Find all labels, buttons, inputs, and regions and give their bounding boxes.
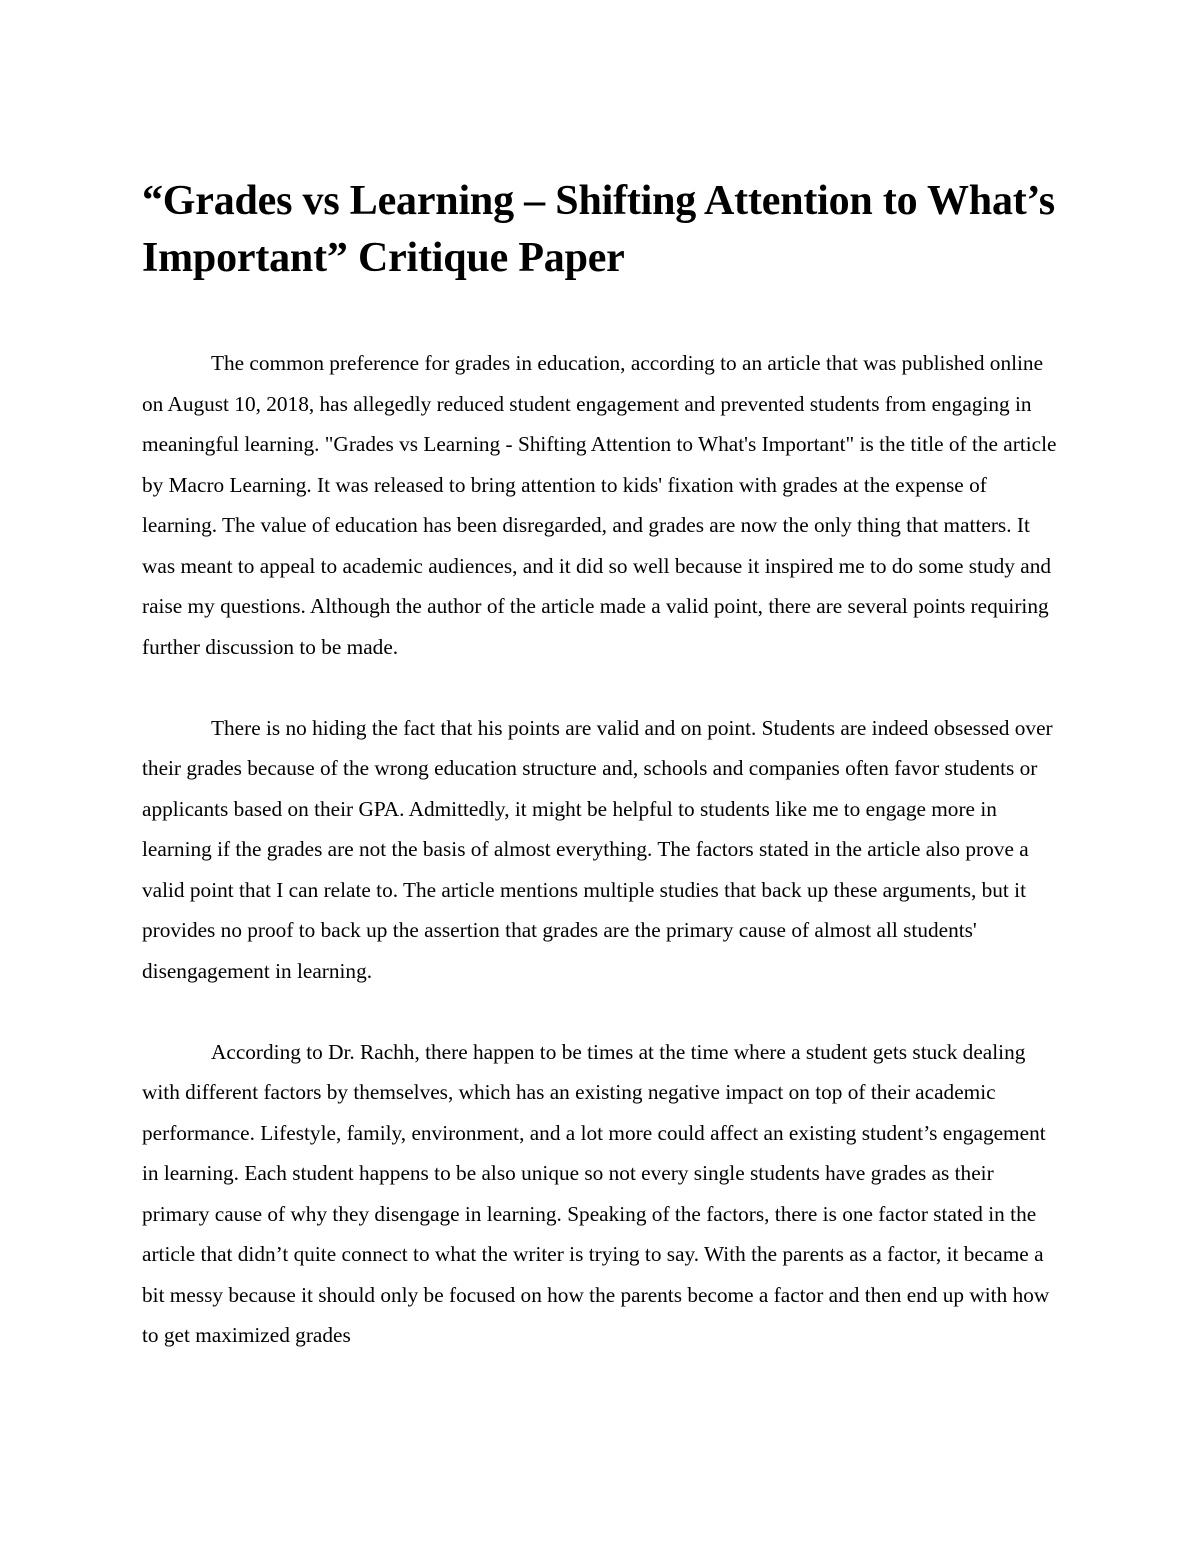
paragraph-2: There is no hiding the fact that his points are valid and on point. Students are indeed obsessed over their grades because of the wrong education structure and, schools and companies often favor students or applicants based on their GPA. Admittedly, it might be helpful to students like me to engage more in learning if the grades are not the basis of almost everything. The factors stated in the article also prove a valid point that I can relate to. The article mentions multiple studies that back up these arguments, but it provides no proof to back up the assertion that grades are the primary cause of almost all students' disengagement in learning. [142, 715, 1053, 983]
paragraph-3: According to Dr. Rachh, there happen to be times at the time where a student gets stuck dealing with different factors by themselves, which has an existing negative impact on top of their academic performance. Lifestyle, family, environment, and a lot more could affect an existing student’s engagement in learning. Each student happens to be also unique so not every single students have grades as their primary cause of why they disengage in learning. Speaking of the factors, there is one factor stated in the article that didn’t quite connect to what the writer is trying to say. With the parents as a factor, it became a bit messy because it should only be focused on how the parents become a factor and then end up with how to get maximized grades [142, 1039, 1050, 1347]
document-body [142, 343, 1058, 1396]
document-title: “Grades vs Learning – Shifting Attention to What’s Important” Critique Paper [142, 178, 1055, 281]
paragraph-1: The common preference for grades in education, according to an article that was published online on August 10, 2018, has allegedly reduced student engagement and prevented students from engaging in meaningful learning. "Grades vs Learning - Shifting Attention to What's Important" is the title of the article by Macro Learning. It was released to bring attention to kids' fixation with grades at the expense of learning. The value of education has been disregarded, and grades are now the only thing that matters. It was meant to appeal to academic audiences, and it did so well because it inspired me to do some study and raise my questions. Although the author of the article made a valid point, there are several points requiring further discussion to be made. [142, 351, 1057, 659]
